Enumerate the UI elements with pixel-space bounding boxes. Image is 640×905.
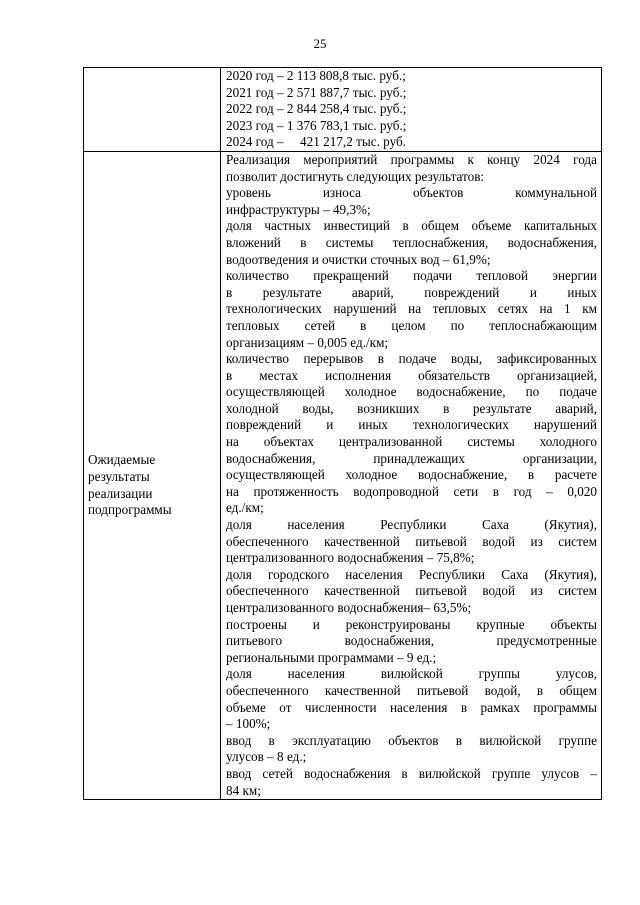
- results-line: тепловых сетей в целом по теплоснабжающим: [226, 317, 597, 333]
- funding-values-cell: [221, 68, 602, 152]
- funding-line-2020: 2020 год – 2 113 808,8 тыс. руб.;: [226, 68, 406, 83]
- results-line: построены и реконструированы крупные объекты: [226, 616, 597, 632]
- results-line: вложений в системы теплоснабжения, водоснабжения,: [226, 234, 597, 250]
- results-line: – 100%;: [226, 716, 271, 732]
- results-line: уровень износа объектов коммунальной: [226, 185, 597, 201]
- results-line: технологических нарушений на тепловых сетях на 1 км: [226, 301, 597, 317]
- results-line: в результате аварий, повреждений и иных: [226, 284, 597, 300]
- page-number: 25: [313, 36, 327, 51]
- results-line: количество прекращений подачи тепловой энергии: [226, 268, 597, 284]
- results-line: организациям – 0,005 ед./км;: [226, 334, 389, 350]
- results-line: объеме от численности населения в рамках программы: [226, 699, 597, 715]
- results-line: централизованного водоснабжения – 75,8%;: [226, 550, 475, 566]
- program-passport-table: [83, 67, 602, 800]
- results-line: улусов – 8 ед.;: [226, 749, 307, 765]
- results-line: холодной воды, возникших в результате аварий,: [226, 400, 597, 416]
- results-line: доля частных инвестиций в общем объеме капитальных: [226, 218, 597, 234]
- results-line: осуществляющей холодное водоснабжение, по подаче: [226, 384, 597, 400]
- results-text-cell: [221, 151, 602, 799]
- results-line: доля населения вилюйской группы улусов,: [226, 666, 597, 682]
- funding-line-2024: 2024 год – 421 217,2 тыс. руб.: [226, 134, 407, 150]
- results-line: Реализация мероприятий программы к концу 2024 года: [226, 151, 597, 167]
- results-line: 84 км;: [226, 782, 261, 798]
- results-line: региональными программами – 9 ед.;: [226, 649, 437, 665]
- results-line: обеспеченного качественной питьевой водой из систем: [226, 533, 597, 549]
- funding-row: [84, 68, 602, 152]
- results-label-line: результаты: [88, 468, 150, 484]
- funding-line-2023: 2023 год – 1 376 783,1 тыс. руб.;: [226, 117, 407, 133]
- results-label-line: Ожидаемые: [88, 452, 156, 468]
- results-line: повреждений и иных технологических нарушений: [226, 417, 597, 433]
- results-line: доля городского населения Республики Саха (Якутия),: [226, 566, 597, 582]
- results-line: централизованного водоснабжения– 63,5%;: [226, 600, 472, 615]
- results-line: ввод сетей водоснабжения в вилюйской группе улусов –: [226, 765, 597, 781]
- results-label-line: подпрограммы: [88, 502, 172, 518]
- results-line: водоснабжения, принадлежащих организации,: [226, 450, 597, 466]
- results-line: позволит достигнуть следующих результатов:: [226, 168, 485, 184]
- results-label-cell: [84, 151, 221, 799]
- results-line: обеспеченного качественной питьевой водой из систем: [226, 583, 597, 599]
- results-label-line: реализации: [88, 485, 153, 501]
- results-line: инфраструктуры – 49,3%;: [226, 201, 371, 217]
- results-row: [84, 151, 602, 799]
- results-line: водоотведения и очистки сточных вод – 61,9%;: [226, 251, 491, 267]
- results-line: в местах исполнения обязательств организацией,: [226, 367, 597, 383]
- results-line: обеспеченного качественной питьевой водой, в общем: [226, 682, 597, 698]
- results-line: осуществляющей холодное водоснабжение, в расчете: [226, 467, 597, 483]
- funding-line-2021: 2021 год – 2 571 887,7 тыс. руб.;: [226, 84, 407, 100]
- results-line: ввод в эксплуатацию объектов в вилюйской группе: [226, 732, 597, 748]
- results-line: на протяженность водопроводной сети в год – 0,020: [226, 483, 597, 499]
- results-line: питьевого водоснабжения, предусмотренные: [226, 633, 597, 649]
- results-line: ед./км;: [226, 500, 264, 516]
- results-line: количество перерывов в подаче воды, зафиксированных: [226, 351, 597, 367]
- results-line: на объектах централизованной системы холодного: [226, 434, 597, 450]
- funding-line-2022: 2022 год – 2 844 258,4 тыс. руб.;: [226, 101, 407, 117]
- funding-label-cell: [84, 68, 221, 152]
- results-line: доля населения Республики Саха (Якутия),: [226, 517, 597, 533]
